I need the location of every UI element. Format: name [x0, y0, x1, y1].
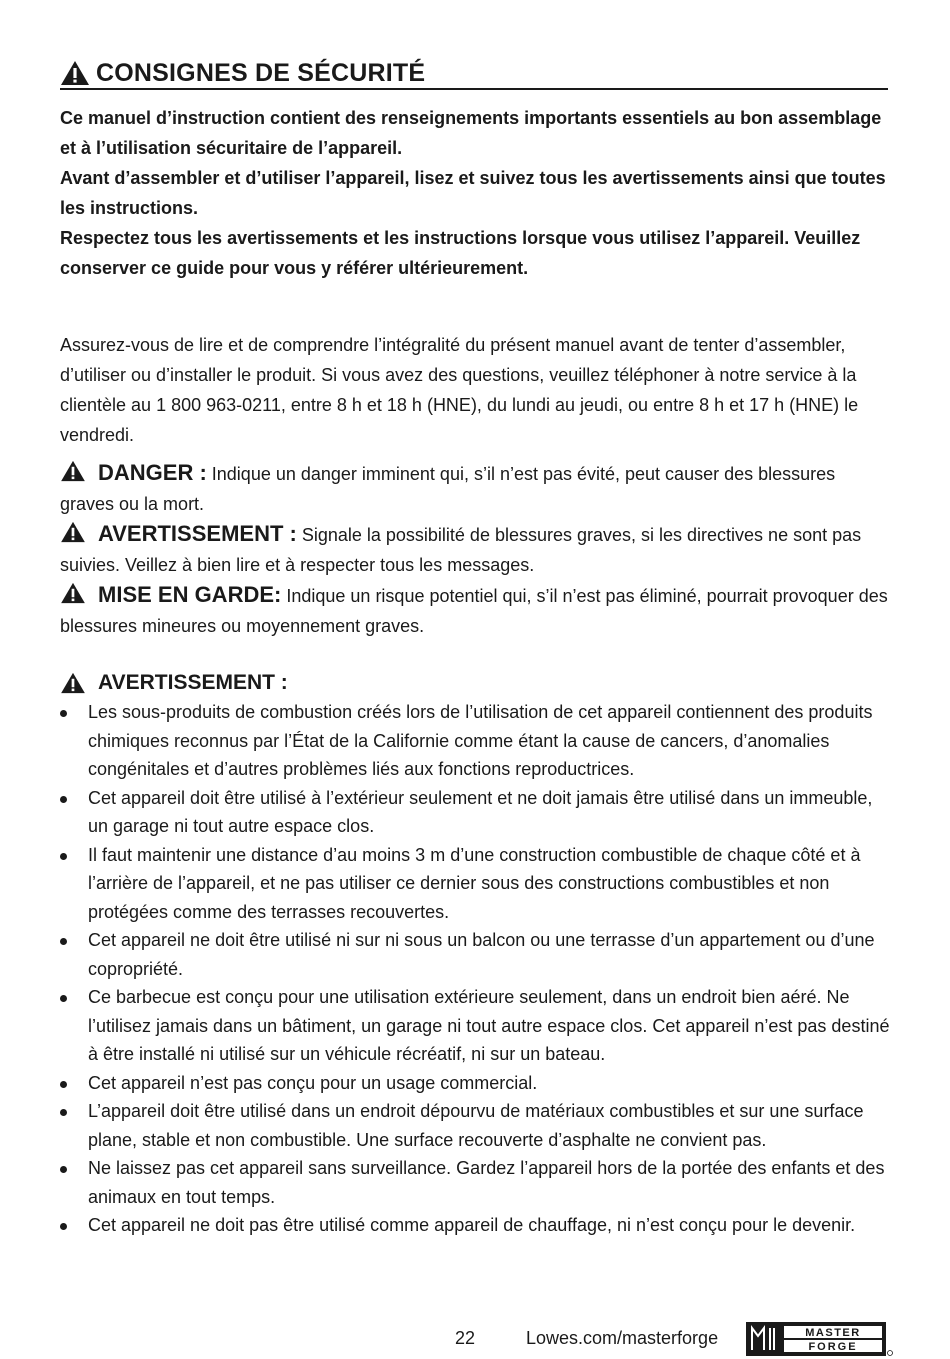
warning-triangle-icon: [60, 672, 86, 694]
list-item-text: Cet appareil ne doit pas être utilisé comme appareil de chauffage, ni n’est conçu pour le devenir.: [88, 1215, 856, 1235]
caution-definition: [60, 580, 888, 641]
list-item: [60, 983, 890, 1069]
bullet-icon: [60, 1081, 67, 1088]
bullet-icon: [60, 1109, 67, 1116]
manual-paragraph: Assurez-vous de lire et de comprendre l’intégralité du présent manuel avant de tenter d’assembler, d’utiliser ou d’installer le produit. Si vous avez des questions, veuillez téléphoner à notre service à la clientèle au 1 800 963-0211, entre 8 h et 18 h (HNE), du lundi au jeudi, ou entre 8 h et 17 h (HNE) le vendredi.: [60, 335, 859, 445]
warning-heading-text: AVERTISSEMENT :: [98, 671, 288, 694]
logo-text-top: MASTER: [805, 1327, 861, 1339]
caution-text: Indique un risque potentiel qui, s’il n’est pas éliminé, pourrait provoquer des blessures mineures ou moyennement graves.: [60, 586, 888, 636]
bullet-icon: [60, 1223, 67, 1230]
warning-definition: [60, 519, 888, 580]
intro-notice: [60, 103, 888, 283]
list-item-text: L’appareil doit être utilisé dans un endroit dépourvu de matériaux combustibles et sur une surface plane, stable et non combustible. Une surface recouverte d’asphalte ne convient pas.: [88, 1101, 864, 1150]
warning-text: Signale la possibilité de blessures graves, si les directives ne sont pas suivies. Veillez à bien lire et à respecter tous les messages.: [60, 525, 862, 575]
page-footer: [60, 1322, 950, 1356]
warning-list: [60, 698, 890, 1240]
warning-triangle-icon: [60, 582, 86, 604]
list-item: [60, 1097, 890, 1154]
list-item-text: Ce barbecue est conçu pour une utilisation extérieure seulement, dans un endroit bien aéré. Ne l’utilisez jamais dans un bâtiment, un garage ni tout autre espace clos. Cet appareil n’est pas destiné à être installé ni utilisé sur un véhicule récréatif, ni sur un bateau.: [88, 987, 890, 1064]
bullet-icon: [60, 853, 67, 860]
bullet-icon: [60, 710, 67, 717]
list-item: [60, 926, 890, 983]
list-item: [60, 841, 890, 927]
warning-section-heading: [60, 668, 288, 698]
hazard-level-definitions: [60, 458, 888, 641]
caution-term: MISE EN GARDE:: [98, 582, 282, 607]
page-title: CONSIGNES DE SÉCURITÉ: [96, 59, 426, 87]
list-item-text: Les sous-produits de combustion créés lors de l’utilisation de cet appareil contiennent des produits chimiques reconnus par l’État de la Californie comme étant la cause de cancers, d’anomalies congénitales et d’autres problèmes liés aux fonctions reproductrices.: [88, 702, 873, 779]
page-number: 22: [455, 1328, 476, 1348]
list-item-text: Ne laissez pas cet appareil sans surveillance. Gardez l’appareil hors de la portée des enfants et des animaux en tout temps.: [88, 1158, 885, 1207]
warning-triangle-icon: [60, 521, 86, 543]
danger-text: Indique un danger imminent qui, s’il n’est pas évité, peut causer des blessures graves ou la mort.: [60, 464, 836, 514]
intro-line: Avant d’assembler et d’utiliser l’appareil, lisez et suivez tous les avertissements ainsi que toutes les instructions.: [60, 168, 886, 218]
bullet-icon: [60, 1166, 67, 1173]
list-item-text: Il faut maintenir une distance d’au moins 3 m d’une construction combustible de chaque côté et à l’arrière de l’appareil, et ne pas utiliser ce dernier sous des constructions combustibles et non protégées comme des terrasses recouvertes.: [88, 844, 861, 922]
danger-term: DANGER :: [98, 460, 207, 485]
warning-term: AVERTISSEMENT :: [98, 521, 297, 546]
bullet-icon: [60, 995, 67, 1002]
master-forge-logo: [746, 1322, 894, 1356]
bullet-icon: [60, 938, 67, 945]
list-item: [60, 784, 890, 841]
list-item: [60, 1211, 890, 1240]
bullet-icon: [60, 796, 67, 803]
logo-text-bottom: FORGE: [808, 1341, 858, 1353]
list-item: [60, 1154, 890, 1211]
website-link[interactable]: Lowes.com/masterforge: [526, 1328, 719, 1348]
warning-triangle-icon: [60, 460, 86, 482]
intro-line: Respectez tous les avertissements et les instructions lorsque vous utilisez l’appareil. Veuillez conserver ce guide pour vous y référer ultérieurement.: [60, 228, 861, 278]
list-item-text: Cet appareil doit être utilisé à l’extérieur seulement et ne doit jamais être utilisé dans un immeuble, un garage ni tout autre espace clos.: [88, 787, 873, 836]
list-item-text: Cet appareil n’est pas conçu pour un usage commercial.: [88, 1072, 538, 1093]
list-item: [60, 698, 890, 784]
list-item: [60, 1069, 890, 1098]
warning-triangle-icon: [60, 60, 90, 86]
danger-definition: [60, 458, 888, 519]
list-item-text: Cet appareil ne doit être utilisé ni sur ni sous un balcon ou une terrasse d’un appartement ou d’une copropriété.: [88, 930, 875, 979]
intro-line: Ce manuel d’instruction contient des renseignements importants essentiels au bon assemblage et à l’utilisation sécuritaire de l’appareil.: [60, 108, 882, 158]
section-title-bar: [60, 56, 888, 90]
